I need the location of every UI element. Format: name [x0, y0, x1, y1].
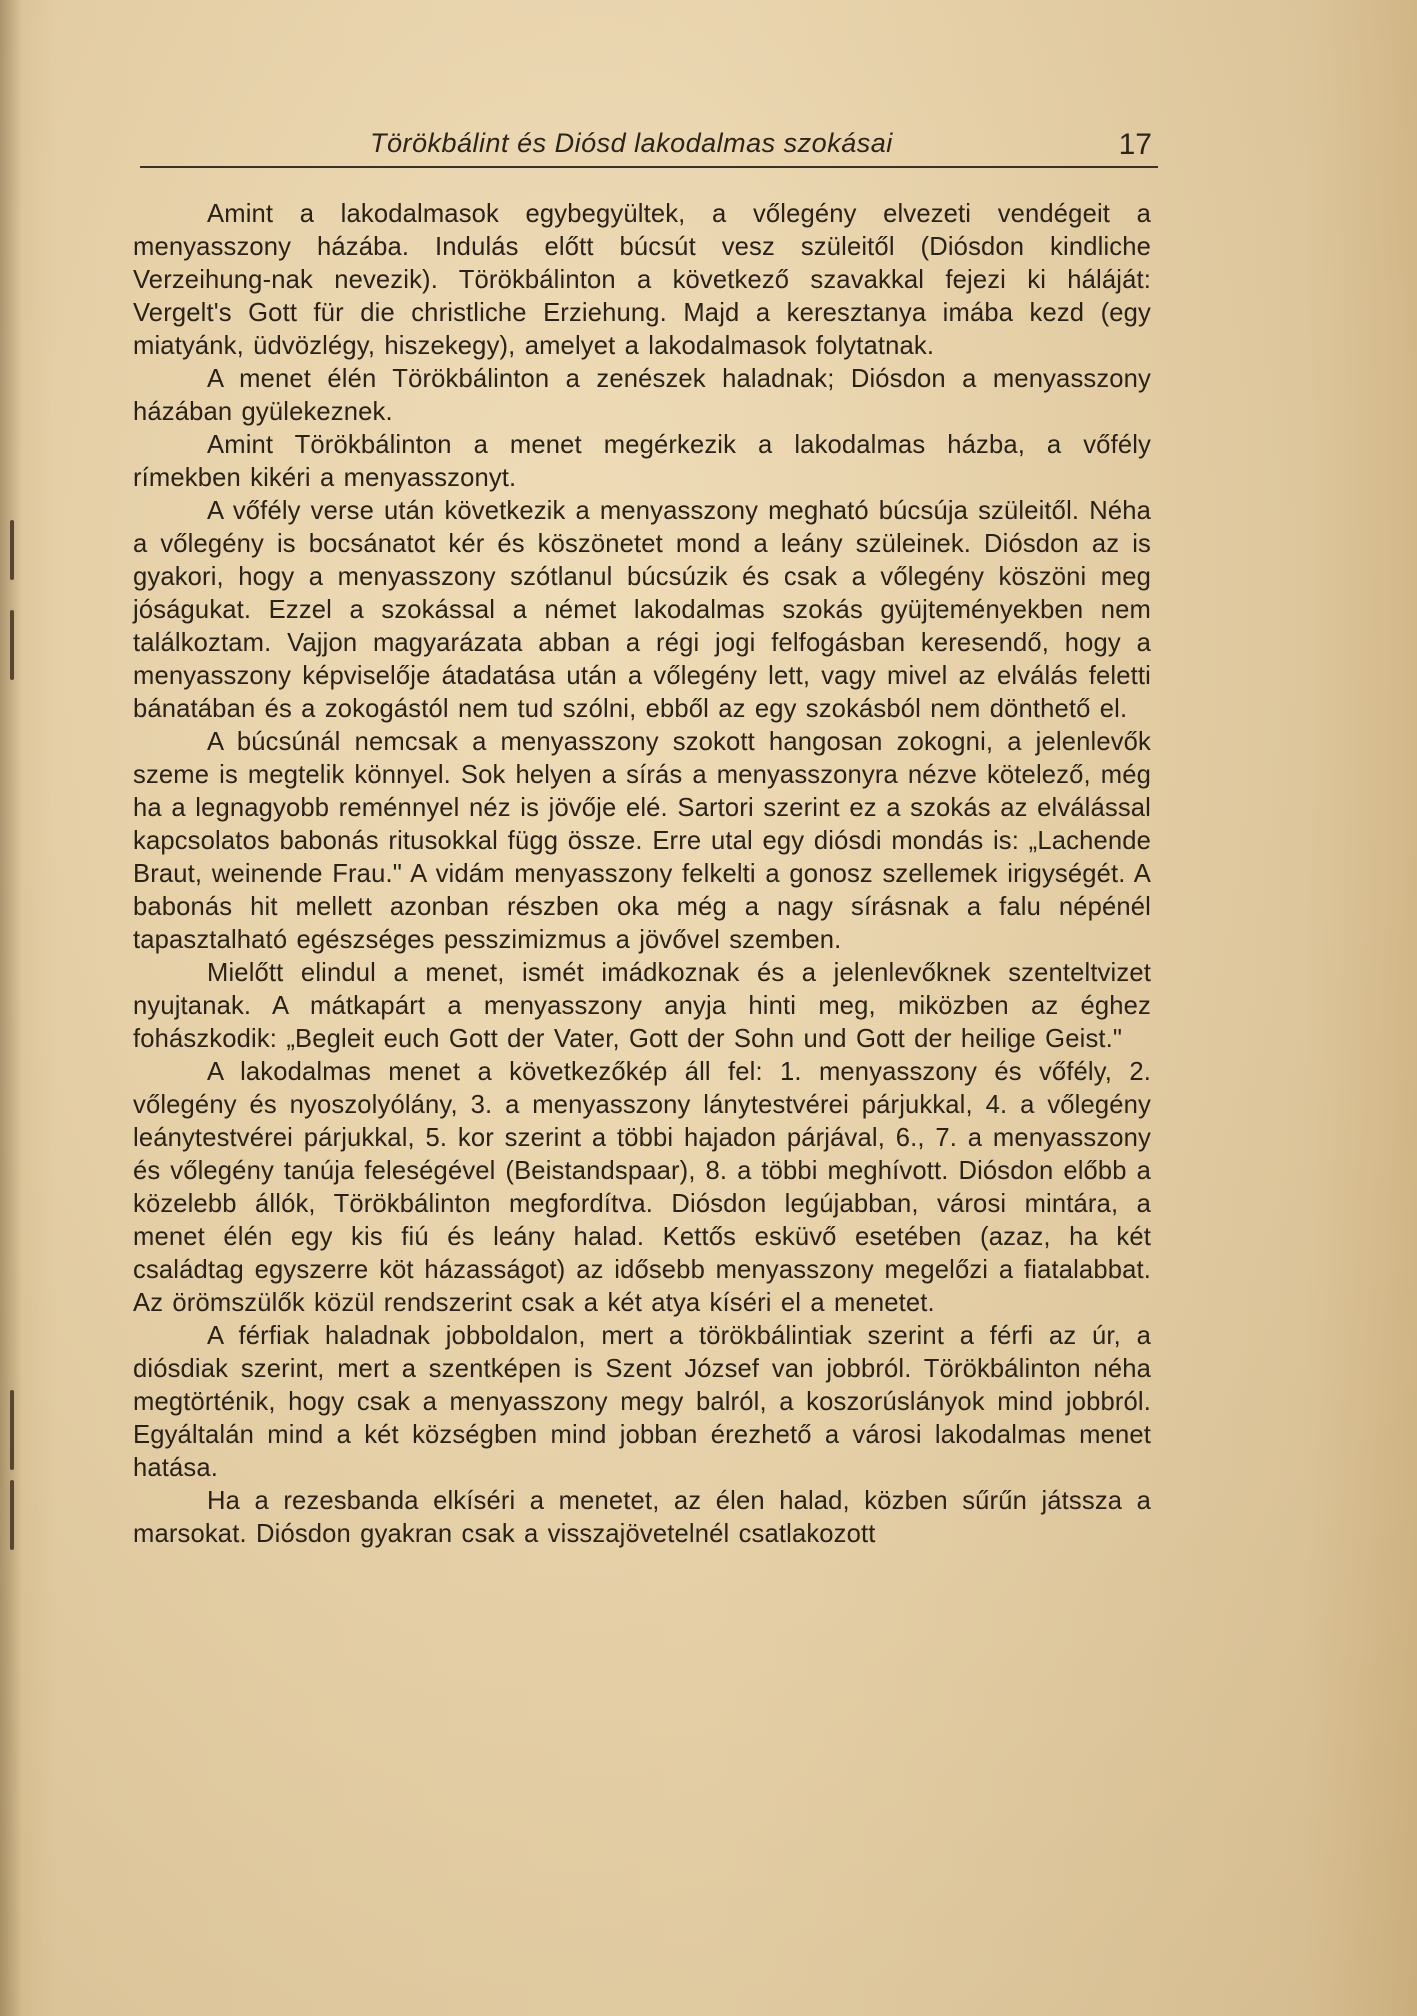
page-number: 17 [1118, 128, 1152, 161]
paragraph: A búcsúnál nemcsak a menyasszony szokott hangosan zokogni, a jelenlevők szeme is megtelik könnyel. Sok helyen a sírás a menyasszonyra nézve kötelező, még ha a legnagyobb reménnyel néz is jövője elé. Sartori szerint ez a szokás az elválással kapcsolatos babonás ritusokkal függ össze. Erre utal egy diósdi mondás is: „Lachende Braut, weinende Frau." A vidám menyasszony felkelti a gonosz szellemek irigységét. A babonás hit mellett azonban részben oka még a nagy sírásnak a falu népénél tapasztalható egészséges pesszimizmus a jövővel szemben. [133, 728, 1151, 954]
binding-mark [10, 1390, 14, 1470]
body-text [133, 198, 1151, 1551]
paragraph: A férfiak haladnak jobboldalon, mert a törökbálintiak szerint a férfi az úr, a diósdiak szerint, mert a szentképen is Szent József van jobbról. Törökbálinton néha megtörténik, hogy csak a menyasszony megy balról, a koszorúslányok mind jobbról. Egyáltalán mind a két községben mind jobban érezhető a városi lakodalmas menet hatása. [133, 1322, 1151, 1482]
paragraph: A menet élén Törökbálinton a zenészek haladnak; Diósdon a menyasszony házában gyülekeznek. [133, 365, 1151, 426]
paragraph: A vőfély verse után következik a menyasszony megható búcsúja szüleitől. Néha a vőlegény is bocsánatot kér és köszönetet mond a leány szüleinek. Diósdon az is gyakori, hogy a menyasszony szótlanul búcsúzik és csak a vőlegény köszöni meg jóságukat. Ezzel a szokással a német lakodalmas szokás gyüjteményekben nem találkoztam. Vajjon magyarázata abban a régi jogi felfogásban keresendő, hogy a menyasszony képviselője átadatása után a vőlegény lett, vagy mivel az elválás feletti bánatában és a zokogástól nem tud szólni, ebből az egy szokásból nem dönthető el. [133, 497, 1151, 723]
paragraph: Amint Törökbálinton a menet megérkezik a lakodalmas házba, a vőfély rímekben kikéri a menyasszonyt. [133, 431, 1151, 492]
binding-marks [4, 520, 24, 1520]
binding-mark [10, 610, 14, 680]
page-header [140, 118, 1158, 168]
running-title: Törökbálint és Diósd lakodalmas szokásai [370, 128, 893, 158]
paragraph: Amint a lakodalmasok egybegyültek, a vőlegény elvezeti vendégeit a menyasszony házába. Indulás előtt búcsút vesz szüleitől (Diósdon kindliche Verzeihung-nak nevezik). Törökbálinton a következő szavakkal fejezi ki háláját: Vergelt's Gott für die christliche Erziehung. Majd a keresztanya imába kezd (egy miatyánk, üdvözlégy, hiszekegy), amelyet a lakodalmasok folytatnak. [133, 200, 1151, 360]
header-rule [140, 166, 1158, 168]
binding-mark [10, 520, 14, 580]
paragraph: A lakodalmas menet a következőkép áll fel: 1. menyasszony és vőfély, 2. vőlegény és nyoszolyólány, 3. a menyasszony lánytestvérei párjukkal, 4. a vőlegény leánytestvérei párjukkal, 5. kor szerint a többi hajadon párjával, 6., 7. a menyasszony és vőlegény tanúja feleségével (Beistandspaar), 8. a többi meghívott. Diósdon előbb a közelebb állók, Törökbálinton megfordítva. Diósdon legújabban, városi mintára, a menet élén egy kis fiú és leány halad. Kettős esküvő esetében (azaz, ha két családtag egyszerre köt házasságot) az idősebb menyasszony megelőzi a fiatalabbat. Az örömszülők közül rendszerint csak a két atya kíséri el a menetet. [133, 1058, 1151, 1317]
paragraph: Mielőtt elindul a menet, ismét imádkoznak és a jelenlevőknek szenteltvizet nyujtanak. A mátkapárt a menyasszony anyja hinti meg, miközben az éghez fohászkodik: „Begleit euch Gott der Vater, Gott der Sohn und Gott der heilige Geist." [133, 959, 1151, 1053]
binding-mark [10, 1480, 14, 1550]
paragraph: Ha a rezesbanda elkíséri a menetet, az élen halad, közben sűrűn játssza a marsokat. Diósdon gyakran csak a visszajövetelnél csatlakozott [133, 1487, 1151, 1548]
